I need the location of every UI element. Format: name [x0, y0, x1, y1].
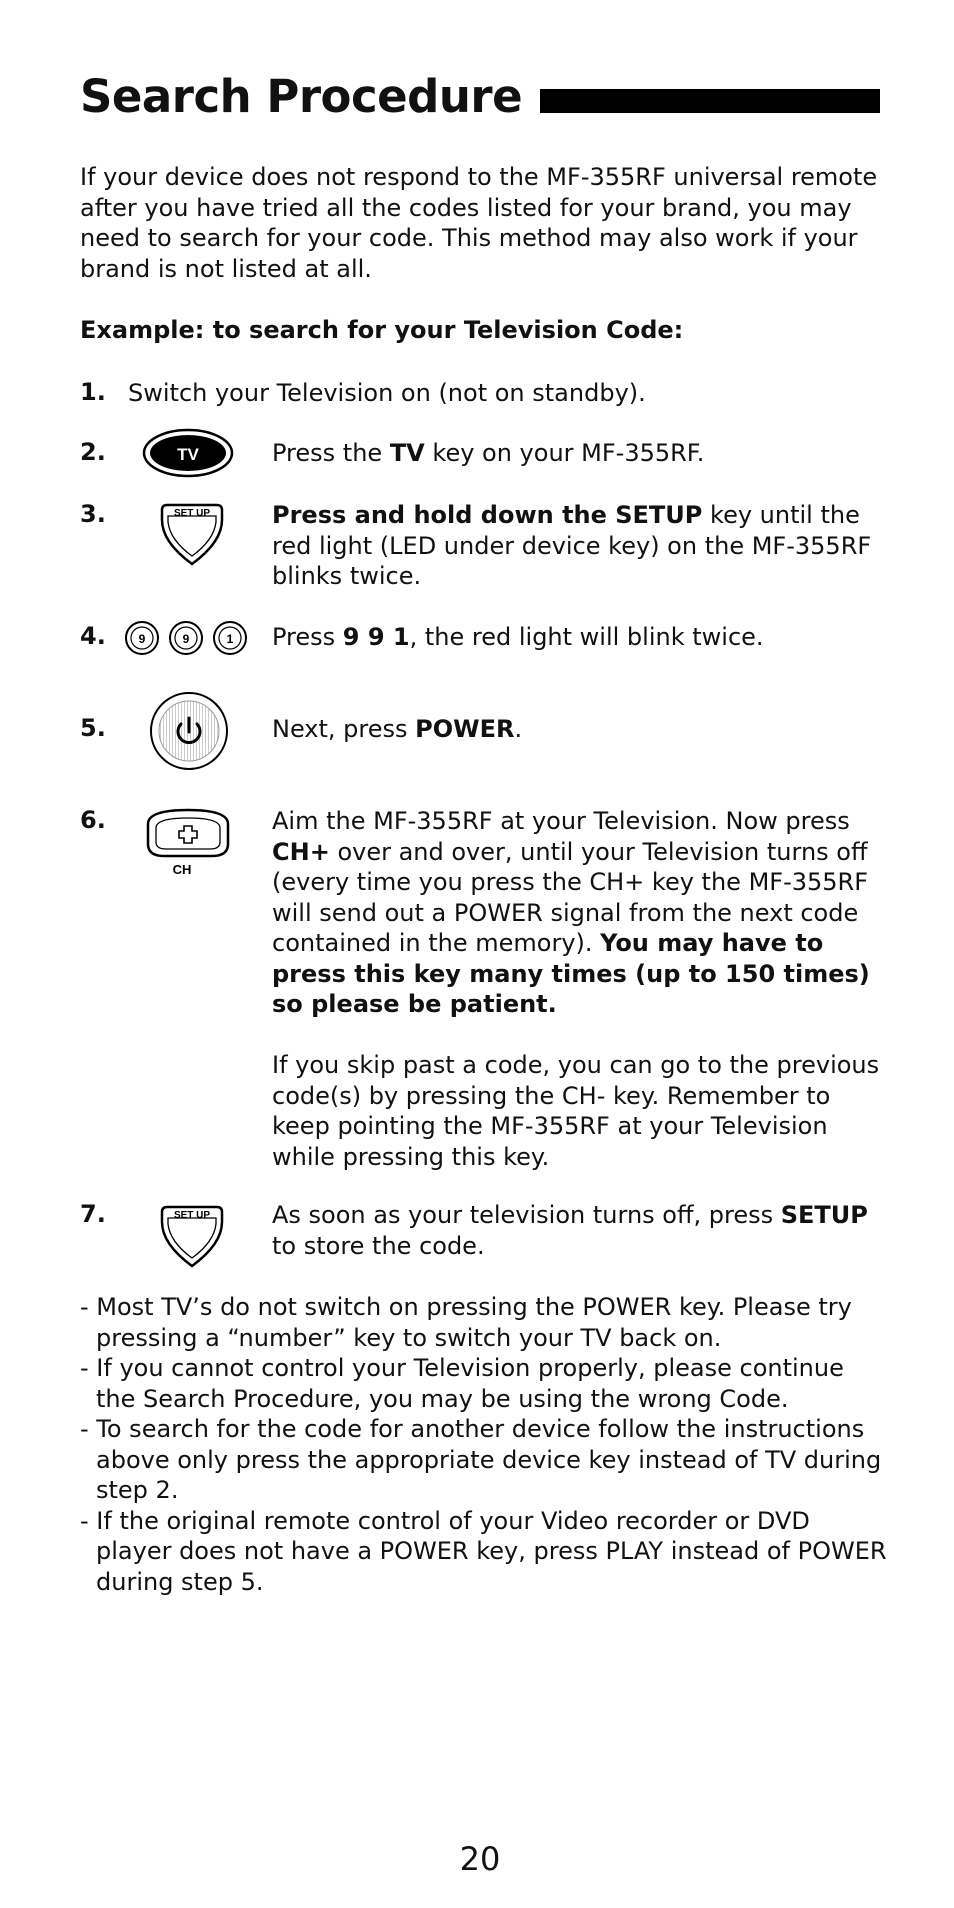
number-keys-icon [124, 618, 248, 658]
step-number: 4. [80, 622, 106, 650]
setup-key-label: SET UP [173, 508, 211, 519]
channel-up-key-icon [142, 804, 234, 880]
svg-text:9: 9 [182, 632, 190, 646]
step-text: As soon as your television turns off, press SETUP to store the code. [272, 1201, 868, 1260]
title-row [80, 70, 880, 123]
setup-key-icon [158, 502, 226, 568]
step-text: Next, press POWER. [272, 715, 523, 743]
step-text: Press 9 9 1, the red light will blink twice. [272, 623, 764, 651]
tv-key-icon [142, 428, 234, 478]
number-key-9 [170, 622, 202, 654]
number-key-9 [126, 622, 158, 654]
note-item: - To search for the code for another device follow the instructions above only press the appropriate device key instead of TV during step 2. [80, 1415, 882, 1504]
step-text: Aim the MF-355RF at your Television. Now press CH+ over and over, until your Television turns off (every time you press the CH+ key the MF-355RF will send out a POWER signal from the next code contained in the memory). You may have to press this key many times (up to 150 times) so please be patient. [272, 807, 870, 1018]
example-heading: Example: to search for your Television Code: [80, 316, 684, 344]
tv-key-label: TV [177, 445, 199, 464]
number-key-1 [214, 622, 246, 654]
page-number: 20 [459, 1840, 501, 1878]
note-item: - If you cannot control your Television properly, please continue the Search Procedure, you may be using the wrong Code. [80, 1354, 844, 1413]
step-text: Press the TV key on your MF-355RF. [272, 439, 705, 467]
step-number: 3. [80, 500, 106, 528]
step-number: 6. [80, 806, 106, 834]
manual-page [80, 0, 887, 1908]
note-item: - If the original remote control of your Video recorder or DVD player does not have a POWER key, press PLAY instead of POWER during step 5. [80, 1506, 887, 1596]
step-text: Switch your Television on (not on standby). [128, 379, 646, 407]
power-key-icon [148, 690, 230, 772]
intro-paragraph: If your device does not respond to the MF-355RF universal remote after you have tried all the codes listed for your brand, you may need to search for your code. This method may also work if your brand is not listed at all. [80, 163, 878, 283]
svg-text:1: 1 [226, 632, 234, 646]
note-item: - Most TV’s do not switch on pressing the POWER key. Please try pressing a “number” key to switch your TV back on. [80, 1293, 852, 1352]
svg-text:9: 9 [138, 632, 146, 646]
step-number: 1. [80, 378, 106, 406]
setup-key-icon [158, 1204, 226, 1270]
page-title: Search Procedure [80, 70, 523, 123]
step-number: 7. [80, 1200, 106, 1228]
title-rule [540, 89, 880, 113]
notes-list [80, 1292, 890, 1597]
step-number: 5. [80, 714, 106, 742]
ch-key-label: CH [172, 862, 192, 877]
step-text: Press and hold down the SETUP key until the red light (LED under device key) on the MF-355RF blinks twice. [272, 501, 872, 590]
setup-key-label: SET UP [173, 1210, 211, 1221]
step-number: 2. [80, 438, 106, 466]
step-6-extra-text: If you skip past a code, you can go to the previous code(s) by pressing the CH- key. Remember to keep pointing the MF-355RF at your Television while pressing this key. [272, 1051, 880, 1171]
